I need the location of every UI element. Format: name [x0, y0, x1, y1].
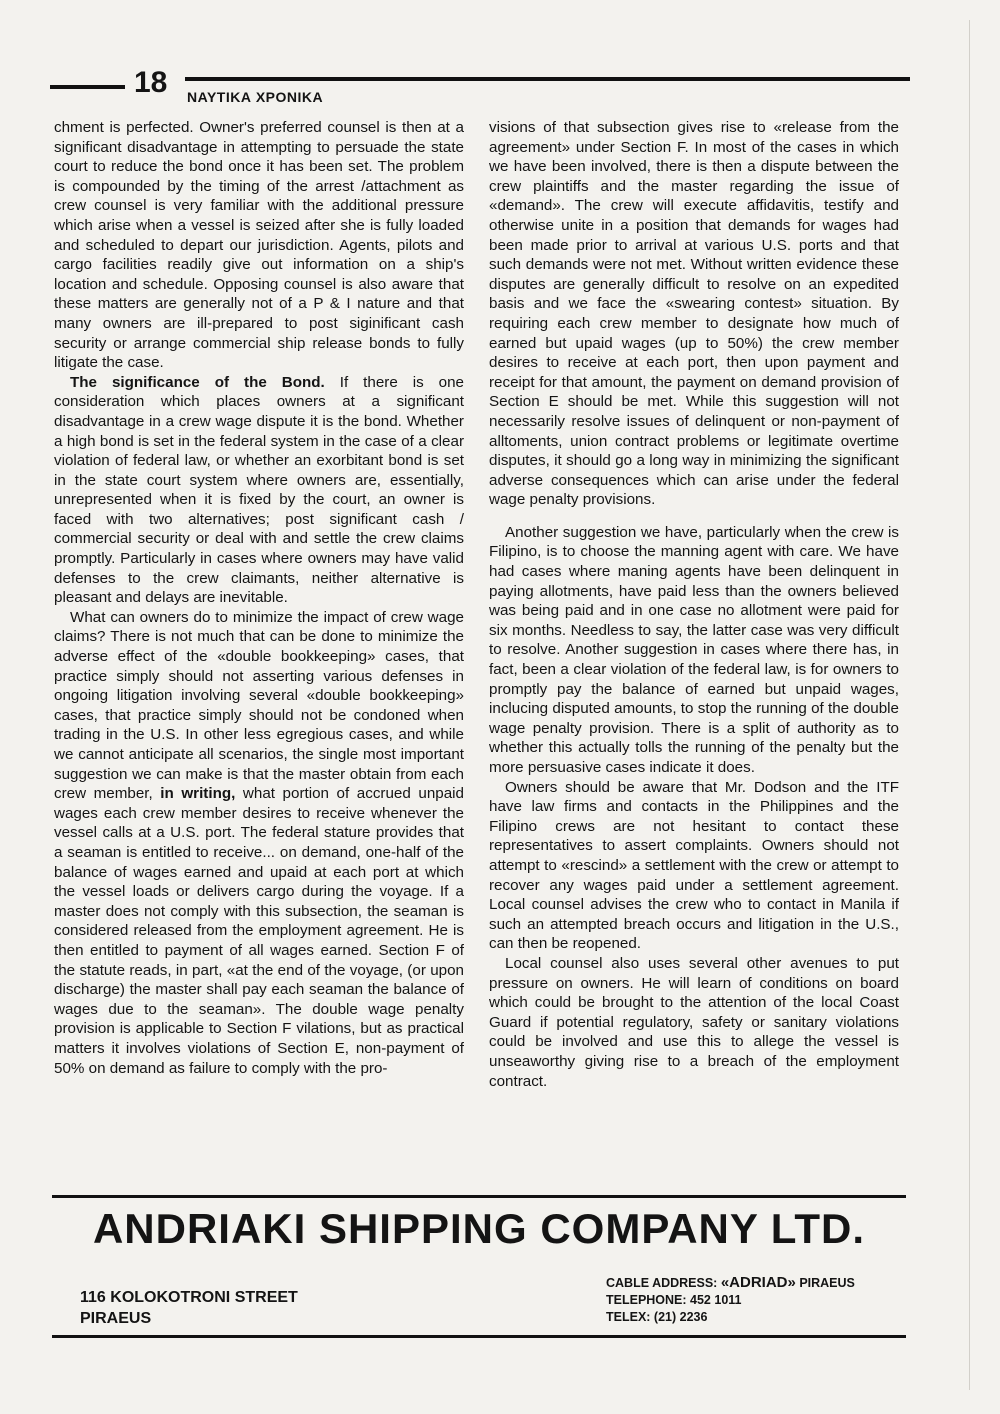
right-paragraph-3: Owners should be aware that Mr. Dodson and the ITF have law firms and contacts in the Philippines and the Filipino crews are not hesitant to contact these representatives to assert complaints. Owners should not attempt to «rescind» a settlement with the crew or attempt to recover any wages paid under a settlement agreement. Local counsel advises the crew who to contact in Manila if such an attempted breach occurs and litigation in the U.S., can then be reopened. — [489, 778, 899, 953]
ad-cable-address — [606, 1274, 855, 1292]
ad-address — [80, 1287, 298, 1329]
ad-cable-value: «ADRIAD» — [720, 1274, 796, 1291]
left-paragraph-2 — [54, 373, 464, 608]
page-number: 18 — [134, 66, 168, 99]
ad-telex: TELEX: (21) 2236 — [606, 1310, 708, 1324]
left-p3-before: What can owners do to minimize the impact of crew wage claims? There is not much that can be done to minimize the adverse effect of the «double bookkeeping» cases, that practice simply should not asserting various defenses in ongoing litigation involving several «double bookkeeping» cases, that practice simply should not be condoned when trading in the U.S. In other less egregious cases, and while we cannot anticipate all scenarios, the single most important suggestion we can make is that the master obtain from each crew member, — [54, 608, 464, 803]
ad-address-street: 116 KOLOKOTRONI STREET — [80, 1289, 298, 1306]
ad-cable-city: PIRAEUS — [795, 1276, 855, 1290]
page-header — [50, 66, 910, 108]
header-rule-left — [50, 85, 125, 89]
ad-top-rule — [52, 1195, 906, 1198]
in-writing-emphasis: in writing, — [160, 785, 236, 803]
right-paragraph-1: visions of that subsection gives rise to «release from the agreement» under Section F. In most of the cases in which we have been involved, there is then a dispute between the crew plaintiffs and the master regarding the issue of «demand». The crew will execute affidavitis, testify and otherwise unite in a position that demands for wages had been made prior to arrival at various U.S. ports and that such demands were not met. Without written evidence these disputes are generally difficult to resolve on an expedited basis and we face the «swearing contest» situation. By requiring each crew member to designate how much of earned but upaid wages (up to 50%) the crew member desires to receive at each port, then upon payment and receipt for that amount, the payment on demand provision of Section E should be met. While this suggestion will not necessarily resolve issues of delinquent or non-payment of alltoments, union contract problems or legitimate overtime disputes, it should go a long way in minimizing the significant adverse consequences which can arise under the federal wage penalty provisions. — [489, 119, 899, 509]
left-column — [54, 118, 464, 1078]
right-paragraph-2: Another suggestion we have, particularly when the crew is Filipino, is to choose the manning agent with care. We have had cases where maning agents have been delinquent in paying allotments, have paid less than the owners believed was being paid and in one case no allotment were paid for six months. Needless to say, the latter case was very difficult to resolve. Another suggestion in cases where there has, in fact, been a clear violation of the federal law, is for owners to promptly pay the balance of earned but unpaid wages, inclucing disputed amounts, to stop the running of the double wage penalty provision. There is a split of authority as to whether this actually tolls the running of the penalty but the more persuasive cases indicate it does. — [489, 523, 899, 776]
right-column — [489, 118, 899, 1091]
ad-contacts — [606, 1274, 855, 1326]
magazine-title: ΝΑΥΤΙΚΑ ΧΡΟΝΙΚΑ — [187, 89, 324, 105]
left-p3-after: what portion of accrued unpaid wages each crew member desires to receive whenever the vessel calls at a U.S. port. The federal stature provides that a seaman is entitled to receive... on demand, one-half of the balance of wages earned and upaid at each port at which the vessel loads or delivers cargo during the voyage. If a master does not comply with this subsection, the seaman is considered released from the employment agreement. He is then entitled to payment of all wages earned. Section F of the statute reads, in part, «at the end of the voyage, (or upon discharge) the master shall pay each seaman the balance of wages due to the seaman». The double wage penalty provision is applicable to Section F vilations, but as practical matters it involves violations of Section E, non-payment of 50% on demand as failure to comply with the pro- — [54, 785, 464, 1077]
right-paragraph-4: Local counsel also uses several other avenues to put pressure on owners. He will learn of conditions on board which could be brought to the attention of the local Coast Guard if potential regulatory, safety or sanitary violations could be involved and use this to allege the vessel is unseaworthy giving rise to a breach of the employment contract. — [489, 954, 899, 1090]
ad-company-name: ANDRIAKI SHIPPING COMPANY LTD. — [92, 1205, 866, 1252]
ad-telephone: TELEPHONE: 452 1011 — [606, 1293, 742, 1307]
header-rule-right — [185, 77, 910, 81]
bond-heading: The significance of the Bond. — [70, 373, 325, 391]
ad-cable-label: CABLE ADDRESS: — [606, 1276, 721, 1290]
page-edge-line — [969, 20, 970, 1390]
bond-text: If there is one consideration which places owners at a significant disadvantage in a crew wage dispute it is the bond. Whether a high bond is set in the federal system in the case of a clear violation of federal law, or whether an exorbitant bond is set in the state court system where owners are, essentially, unrepresented when it is fixed by the court, an owner is faced with two alternatives; post significant cash / commercial security or deal with and settle the crew claims promptly. Particularly in cases where owners may have valid defenses to the crew claimants, neither alternative is pleasant and delays are inevitable. — [54, 373, 464, 607]
ad-bottom-rule — [52, 1335, 906, 1338]
left-paragraph-1: chment is perfected. Owner's preferred counsel is then at a significant disadvantage in attempting to persuade the state court to reduce the bond once it has been set. The problem is compounded by the timing of the arrest /attachment as crew counsel is very familiar with the additional pressure which arise when a vessel is seized after she is fully loaded and scheduled to depart our jurisdiction. Agents, pilots and cargo facilities readily give out information on a ship's location and schedule. Opposing counsel is also aware that these matters are generally not of a P & I nature and that many owners are ill-prepared to post siginificant cash security or arrange commercial ship release bonds to fully litigate the case. — [54, 119, 464, 372]
ad-address-city: PIRAEUS — [80, 1310, 152, 1327]
left-paragraph-3 — [54, 608, 464, 1078]
